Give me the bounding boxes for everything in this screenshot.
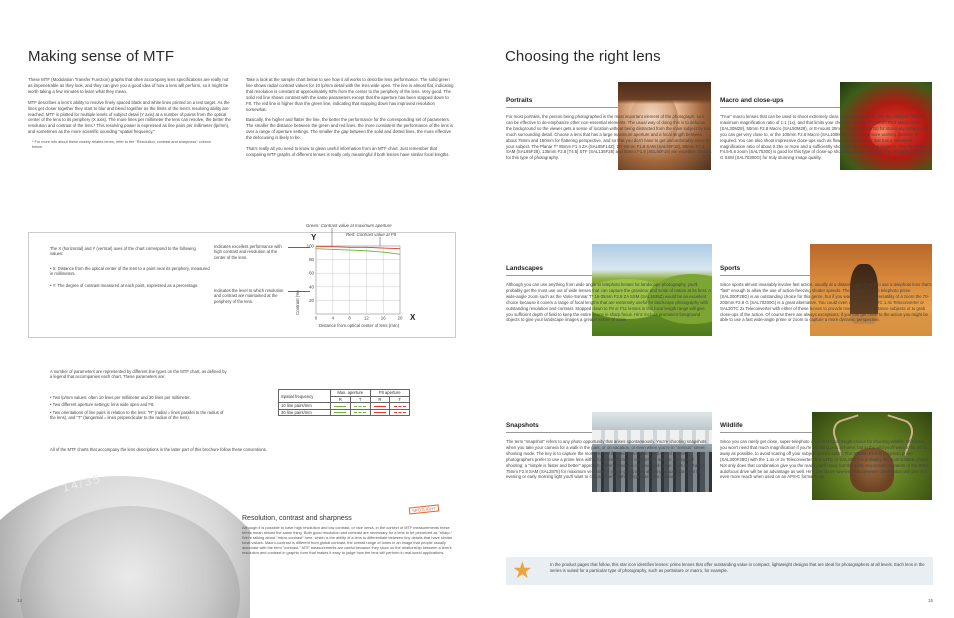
- t-col: T: [350, 396, 370, 403]
- plot-frame: [316, 246, 400, 314]
- legend-swatch: [331, 409, 351, 416]
- paragraph: Basically, the higher and flatter the line, the better the performance for the corresponding set of parameters. The smaller the distance between the green and red lines, the more consistent the performance of the lens is over a range of aperture settings. The smaller the gap between the solid and dotted lines, the more effective the defocusing is likely to be.: [246, 117, 454, 141]
- paragraph: MTF describes a lens's ability to resolve finely spaced black and white lines printed on a test target. As the lines get closer together they start to blur and blend together as the limits of the lens's resolving ability are reached. MTF is plotted for multiple levels of subject detail (Y axis) at a number of points from the optical center of the lens to its periphery (X axis). The more lines per millimeter the lens can resolve, the better the resolution and contrast of the lens.* This resolving power is expressed as line pairs per millimeter (lp/mm), and sometimes as the more scientific sounding "spatial frequency.": [28, 99, 231, 135]
- bullet-item: • Y: The degree of contrast measured at each point, expressed as a percentage.: [50, 282, 199, 288]
- callout-top: Indicates excellent performance with high contrast and resolution at the center of the lens.: [214, 244, 282, 260]
- row-30lp: 30 line pairs/mm: [279, 409, 331, 416]
- max-aperture-header: Max. aperture: [331, 390, 371, 397]
- sports-title: Sports: [720, 265, 741, 272]
- y-tick-label: 20: [309, 297, 314, 303]
- x-tick-label: 4: [331, 315, 335, 321]
- right-page-title: Choosing the right lens: [505, 48, 661, 65]
- legend-swatch: [390, 409, 410, 416]
- page-number-right: 15: [928, 598, 934, 603]
- x-tick-label: 8: [348, 315, 351, 321]
- snapshots-body: The term "snapshot" refers to any photo opportunity that arises spontaneously. You're shooting snapshots when you take your camera for a walk in the park, or on vacation, or even when you're in "serious" street-shooting mode. The key is to capture the moment, and that requires mobility and speed. Some photographers prefer to use a prime lens with a focal length they're comfortable with for this type of shooting: a "simple is faster and better" approach. Others choose a compact mid-range zoom like the 28-75mm F2.8 SAM (SAL2875) for maximum versatility. If you're going to be shooting snaps indoors or in evening or early morning light you'll want to choose a lens with a large maximum aperture.: [506, 439, 707, 480]
- f8-aperture-header: F8 aperture: [370, 390, 410, 397]
- lens-photo: [0, 458, 250, 618]
- legend-swatch: [370, 409, 390, 416]
- macro-title: Macro and close-ups: [720, 97, 784, 104]
- sports-body: Since sports almost invariably involve fast action, usually at a distance, you'll want to use a telephoto lens that's "fast" enough to allow the use of action-freezing shutter speeds. The 300mm F2.8 G telephoto prime (SAL300F28G) is an outstanding choice for this genre, but if you want the framing versatility of a zoom the 70-200mm F2.8 G (SAL70200G) is a great alternative. You could even use the SAL14TC 1.4x Teleconverter or SAL20TC 2x Teleconverter with either of these lenses to provide more reach for distance subjects or to grab close-ups of the action. Of course there are always exceptions: if you can get close to the action you might be able to use a fast wide-angle prime or zoom to capture a more dynamic perspective.: [720, 282, 932, 323]
- y-tick-label: 80: [309, 257, 314, 263]
- left-page-title: Making sense of MTF: [28, 48, 175, 65]
- chart-ylabel: Contrast (%): [295, 290, 300, 315]
- portraits-body: For most portraits, the person being photographed is the most important element of the photograph, so it can be effective to de-emphasize other non-essential elements. The usual way of doing this is to defocus the background so the viewer gets a sense of location without being distracted from the main subject by too much surrounding detail. Choose a lens that has a large maximum aperture and a focal length between about 75mm and 150mm for flattering perspective, and so that you don't have to get uncomfortably close to your subject. The Planar T* 85mm F1.4 ZA (SAL85F14Z), DT 50mm F1.8 SAM (SAL50F18), 85mm F2.8 SAM (SAL85F28), 135mm F2.8 [T4.5] STF (SAL135F28) and 50mm F1.8 (SEL50F18) are excellent choices for this type of photography.: [506, 114, 712, 161]
- resolution-title: Resolution, contrast and sharpness: [242, 515, 352, 522]
- paragraph: Take a look at the sample chart below to see how it all works to describe lens performance. The solid green line shows radial contrast values for 10 lp/mm detail with the lens wide open. The line is almost flat, indicating that resolution is constant at approximately 93% from the center to the periphery of the lens. Very good. The solid red line shows contrast with the same parameters except that the aperture has been stopped down to F8. The red line is higher than the green line, indicating that stopping down has improved resolution somewhat.: [246, 77, 454, 112]
- params-bullets: [50, 395, 230, 421]
- star-icon: ★: [512, 557, 533, 583]
- chart-xlabel: Distance from optical center of lens (mm): [319, 323, 400, 328]
- y-tick-label: 100: [306, 243, 314, 249]
- chart-grid: [316, 246, 400, 314]
- mtf-intro-column-2: [246, 77, 454, 163]
- axes-bullets: [50, 266, 210, 288]
- y-tick-label: 60: [309, 270, 314, 276]
- landscapes-body: Although you can use anything from wide angle to telephoto lenses for landscape photography, you'll probably get the most use out of wide lenses that can capture the grandeur and scale of nature at its best. A wide-angle zoom such as the Vario-Sonnar T* 16-35mm F2.8 ZA SSM (SAL1635Z) would be an excellent choice because it covers a range of focal lengths that are extremely useful for landscape photography with outstanding resolution and contrast. Stopped down to F8 or F11 lenses in this focal length range will give you sufficient depth of field to keep the entire scene in sharp focus. Hint: include prominent foreground objects to give your landscape images a greater sense of scale.: [506, 282, 711, 323]
- wildlife-title: Wildlife: [720, 422, 743, 429]
- params-intro: A number of parameters are represented by different line types on the MTF chart, as defined by a legend that accompanies each chart. These parameters are:: [50, 369, 227, 380]
- bullet-item: • Two different aperture settings: lens wide open and F8.: [50, 402, 155, 408]
- resolution-body: Although it is possible to have high resolution and low contrast, or vice versa, in the context of MTF measurements these terms mean almost the same thing. Both good resolution and contrast are necessary for a lens to be perceived as "sharp." We're talking about "micro-contrast" here, which is the ability of a lens to differentiate between tiny details that have similar tonal values. Macro-contrast is different from global contrast, the overall range of tones in an image that people usually associate with the term "contrast." MTF measurements are useful because they show us the relationship between a lens's resolution and contrast in graphic form that makes it easy to judge how the lens will perform in real-world applications.: [242, 525, 453, 556]
- x-tick-label: 20: [397, 315, 403, 321]
- page-number-left: 14: [17, 598, 23, 603]
- bullet-item: • Two orientations of line pairs in relation to the lens: "R" (radial = lines parallel to the radius of the lens), and "T" (tangential = lines perpendicular to the radius of the lens).: [50, 409, 224, 421]
- legend-swatch: [350, 409, 370, 416]
- portraits-title: Portraits: [506, 97, 533, 104]
- resolution-sidebar: [242, 515, 458, 556]
- star-note-text: In the product pages that follow, this star icon identifies lenses: prime lenses that offer outstanding value in compact, lightweight designs that are ideal for photographers at all levels. Each lens in the series is suited for a particular type of photography, such as portraiture or macro, for example.: [550, 562, 925, 573]
- chart-y-letter: Y: [311, 233, 317, 242]
- snapshots-title: Snapshots: [506, 422, 539, 429]
- t-col: T: [390, 396, 410, 403]
- axes-intro: The X (horizontal) and Y (vertical) axes of the chart correspond to the following values:: [50, 246, 196, 257]
- x-tick-label: 16: [380, 315, 386, 321]
- footnote: * For more info about these closely related terms, refer to the "Resolution, contrast and sharpness" column below.: [32, 140, 211, 150]
- all-charts-note: All of the MTF charts that accompany the lens descriptions in the latter part of this brochure follow these conventions.: [50, 447, 267, 452]
- y-tick-label: 40: [309, 284, 314, 290]
- r-col: R: [370, 396, 390, 403]
- spotlight-stamp: SPOTLIGHT: [409, 504, 439, 514]
- landscapes-title: Landscapes: [506, 265, 543, 272]
- paragraph: That's really all you need to know to glean useful information from an MTF chart. Just remember that comparing MTF graphs of different lenses is really only meaningful if both lenses have similar focal lengths.: [246, 146, 450, 157]
- bullet-item: • X: Distance from the optical center of the lens to a point near its periphery, measured in millimeters.: [50, 266, 210, 277]
- row-10lp: 10 line pairs/mm: [279, 403, 331, 410]
- callout-bottom: Indicates the level to which resolution and contrast are maintained at the periphery of the lens.: [214, 288, 284, 304]
- spatial-frequency-header: Spatial frequency: [279, 390, 331, 403]
- lens-engraving: 14/35: [60, 471, 104, 495]
- r-col: R: [331, 396, 351, 403]
- wildlife-body: Since you can rarely get close, super-telephoto is the first focal length choice for shooting wildlife. Of course you won't need that much magnification if you're shooting pets at home, but in the wild you'll want to be as far away as possible, to avoid scaring off your subject and for safety. The 300mm F2.8 G telephoto prime (SAL300F28G) with the 1.4x or 2x Teleconverter (SAL14TC or SAL20TC) is probably the most suitable choice. Not only does that combination give you the reach you'll need, but the quiet, responsive operation of the SSM autofocus drive will be an advantage as well. Hint: the above two-lens/teleconverter combination will give you even more reach when used on an APS-C format body.: [720, 439, 930, 480]
- chart-green-label: Green: Contrast value at maximum aperture: [306, 223, 392, 228]
- chart-x-letter: X: [410, 313, 416, 322]
- x-tick-label: 12: [363, 315, 369, 321]
- paragraph: These MTF (Modulation Transfer Function) graphs that often accompany lens specifications are really not as impenetrable as they look, and they can give you a good idea of how a lens will perform, so it might be worth taking a few minutes to learn what they mean.: [28, 77, 229, 94]
- mtf-legend-table: [278, 389, 410, 416]
- mtf-chart: [292, 222, 452, 336]
- macro-body: "True" macro lenses that can be used to shoot extremely clear, detailed images of very tiny subjects have a maximum magnification ratio of 1:1 (1x), and that limits your choices. Use the DT 30mm F2.8 Macro SAM (SAL30M28), 50mm F2.8 Macro (SAL50M28), or E-mount 30mm F3.5 (SEL30M35) for stationary subjects that you can get very close to, or the 100mm F2.8 Macro (SAL100M28) where a bit more working distance is required. You can also shoot impressive close-ups such as flowers with any lens that has a maximum magnification ratio of about 0.25x or more and a sufficiently short minimum focusing distance. The 75-300mm F4.5-5.6 zoom (SAL75300) is good for this type of close-up shooting, or you could use the 70-300mm F4.5-5.6 G SSM (SAL70300G) for truly stunning image quality.: [720, 114, 930, 161]
- mtf-intro-column-1: [28, 77, 234, 150]
- bullet-item: • Two lp/mm values: often 10 lines per millimeter and 30 lines per millimeter.: [50, 395, 191, 400]
- x-tick-label: 0: [314, 315, 318, 321]
- chart-red-label: Red: Contrast value at F8: [346, 232, 397, 237]
